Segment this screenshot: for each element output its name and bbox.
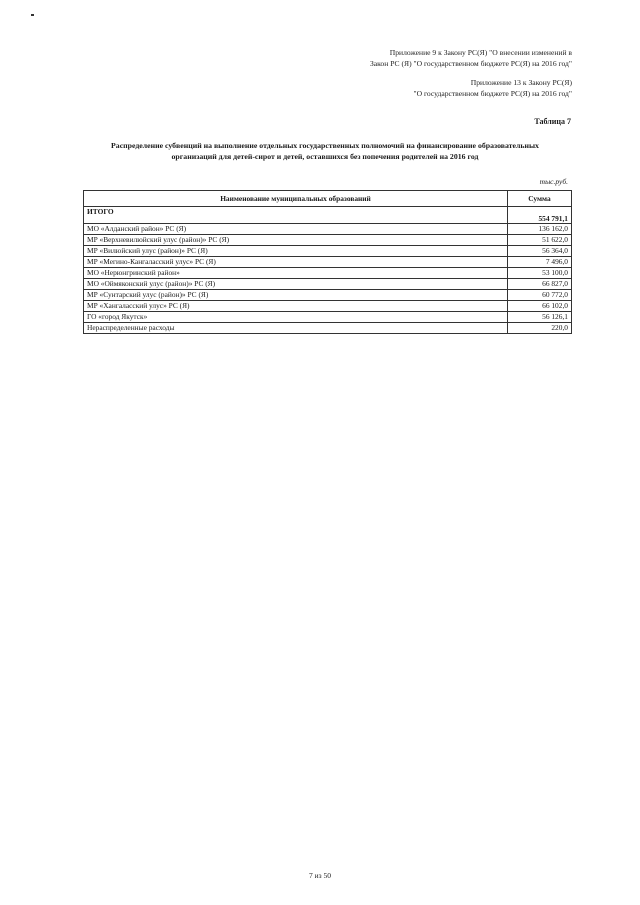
appendix-13-note [413,78,572,99]
table-row [84,290,572,301]
row-name: МР «Верхневилюйский улус (район)» РС (Я) [84,235,508,246]
row-sum: 136 162,0 [508,224,572,235]
total-sum: 554 791,1 [508,207,572,224]
title-line-1: Распределение субвенций на выполнение отдельных государственных полномочий на финансирование образовательных [111,141,539,150]
table-row [84,323,572,334]
table-row [84,257,572,268]
row-sum: 220,0 [508,323,572,334]
row-name: МР «Мегино-Кангаласский улус» РС (Я) [84,257,508,268]
row-name: МР «Вилюйский улус (район)» РС (Я) [84,246,508,257]
row-name: МО «Оймяконский улус (район)» РС (Я) [84,279,508,290]
table-row [84,235,572,246]
row-sum: 56 126,1 [508,312,572,323]
row-sum: 66 102,0 [508,301,572,312]
title-line-2: организаций для детей-сирот и детей, оставшихся без попечения родителей на 2016 год [171,151,479,161]
appendix-13-line-1: Приложение 13 к Закону РС(Я) [470,78,572,87]
row-sum: 60 772,0 [508,290,572,301]
appendix-9-line-1: Приложение 9 к Закону РС(Я) "О внесении изменений в [389,48,572,57]
row-sum: 7 496,0 [508,257,572,268]
table-row [84,279,572,290]
table-number: Таблица 7 [534,117,571,126]
header-sum: Сумма [508,191,572,207]
row-name: МР «Сунтарский улус (район)» РС (Я) [84,290,508,301]
row-name: Нераспределенные расходы [84,323,508,334]
table-row [84,312,572,323]
row-name: МР «Хангаласский улус» РС (Я) [84,301,508,312]
row-name: МО «Алданский район» РС (Я) [84,224,508,235]
row-name: МО «Нерюнгринский район» [84,268,508,279]
appendix-9-note [370,48,572,69]
table-row [84,224,572,235]
appendix-9-line-2: Закон РС (Я) "О государственном бюджете РС(Я) на 2016 год" [369,58,572,68]
row-name: ГО «город Якутск» [84,312,508,323]
total-row [84,207,572,224]
table-row [84,268,572,279]
document-title [80,141,570,162]
row-sum: 66 827,0 [508,279,572,290]
total-label: ИТОГО [84,207,508,224]
subsidy-table [83,190,572,334]
row-sum: 53 100,0 [508,268,572,279]
page-number: 7 из 50 [309,871,331,880]
table-header-row [84,191,572,207]
table-row [84,246,572,257]
row-sum: 56 364,0 [508,246,572,257]
header-name: Наименование муниципальных образований [84,191,508,207]
table-row [84,301,572,312]
appendix-13-line-2: "О государственном бюджете РС(Я) на 2016 год" [413,88,572,98]
units-label: тыс.руб. [539,177,568,186]
row-sum: 51 622,0 [508,235,572,246]
scan-mark [31,14,34,16]
